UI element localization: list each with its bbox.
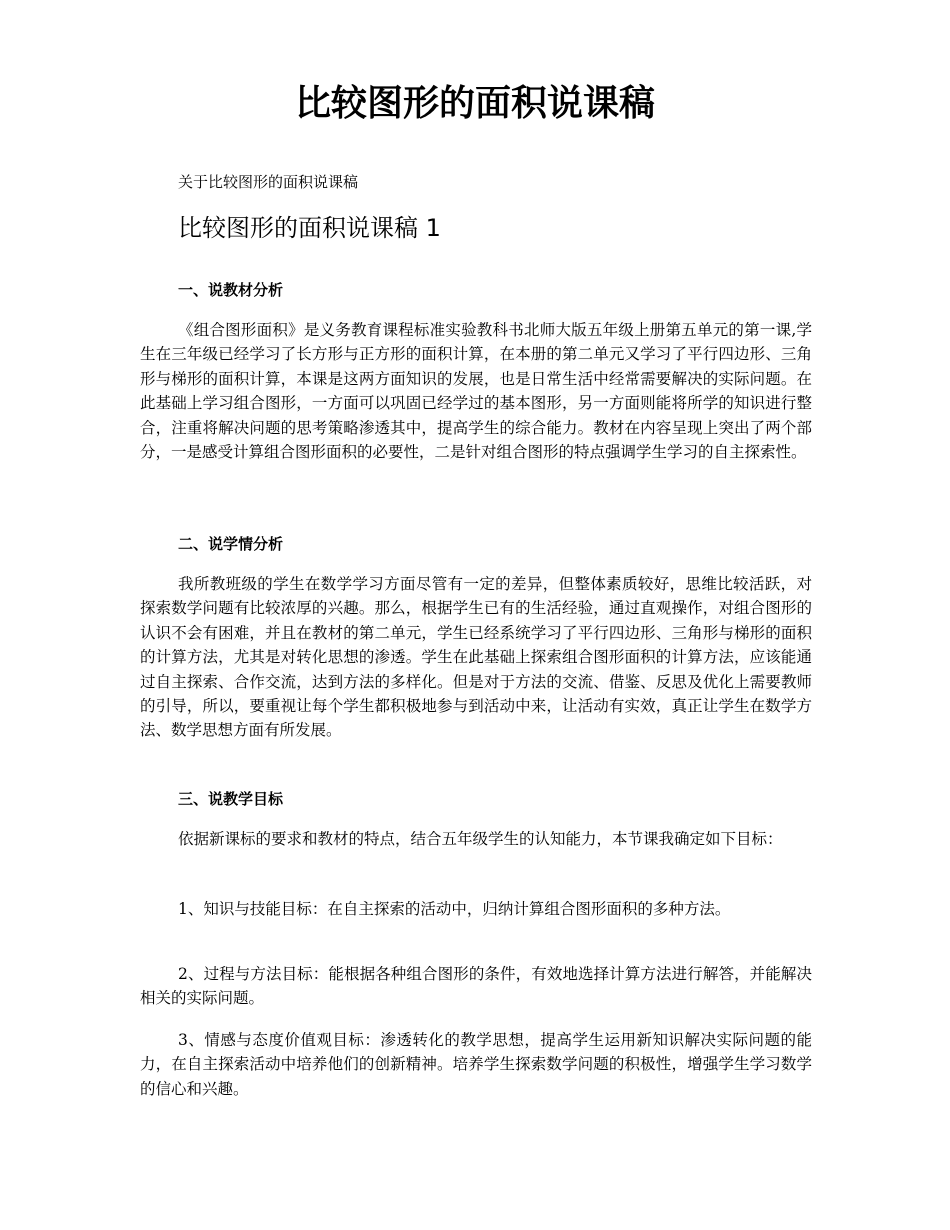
paragraph-goals-intro: 依据新课标的要求和教材的特点，结合五年级学生的认知能力，本节课我确定如下目标： — [178, 830, 783, 848]
paragraph-goal-attitude-values: 3、情感与态度价值观目标：渗透转化的教学思想，提高学生运用新知识解决实际问题的能力，在自主探索活动中培养他们的创新精神。培养学生探索数学问题的积极性，增强学生学习数学的信心和兴趣。 — [140, 1031, 812, 1098]
document-title: 比较图形的面积说课稿 — [294, 83, 655, 124]
paragraph-goal-process-method: 2、过程与方法目标：能根据各种组合图形的条件，有效地选择计算方法进行解答，并能解决相关的实际问题。 — [140, 965, 812, 1008]
section-heading-teaching-goals: 三、说教学目标 — [178, 790, 284, 808]
paragraph-goal-knowledge-skills: 1、知识与技能目标：在自主探索的活动中，归纳计算组合图形面积的多种方法。 — [178, 900, 731, 918]
section-heading-textbook-analysis: 一、说教材分析 — [178, 281, 284, 299]
intro-text: 关于比较图形的面积说课稿 — [178, 173, 359, 191]
paragraph-textbook-analysis: 《组合图形面积》是义务教育课程标准实验教科书北师大版五年级上册第五单元的第一课,学生在三年级已经学习了长方形与正方形的面积计算，在本册的第二单元又学习了平行四边形、三角形与梯形的面积计算，本课是这两方面知识的发展，也是日常生活中经常需要解决的实际问题。在此基础上学习组合图形，一方面可以巩固已经学过的基本图形，另一方面则能将所学的知识进行整合，注重将解决问题的思考策略渗透其中，提高学生的综合能力。教材在内容呈现上突出了两个部分，一是感受计算组合图形面积的必要性，二是针对组合图形的特点强调学生学习的自主探索性。 — [140, 321, 812, 462]
section-heading-learner-analysis: 二、说学情分析 — [178, 535, 284, 553]
paragraph-learner-analysis: 我所教班级的学生在数学学习方面尽管有一定的差异，但整体素质较好，思维比较活跃，对探索数学问题有比较浓厚的兴趣。那么，根据学生已有的生活经验，通过直观操作，对组合图形的认识不会有困难，并且在教材的第二单元，学生已经系统学习了平行四边形、三角形与梯形的面积的计算方法，尤其是对转化思想的渗透。学生在此基础上探索组合图形面积的计算方法，应该能通过自主探索、合作交流，达到方法的多样化。但是对于方法的交流、借鉴、反思及优化上需要教师的引导，所以，要重视让每个学生都积极地参与到活动中来，让活动有实效，真正让学生在数学方法、数学思想方面有所发展。 — [140, 575, 812, 740]
document-subtitle: 比较图形的面积说课稿 1 — [178, 214, 441, 242]
